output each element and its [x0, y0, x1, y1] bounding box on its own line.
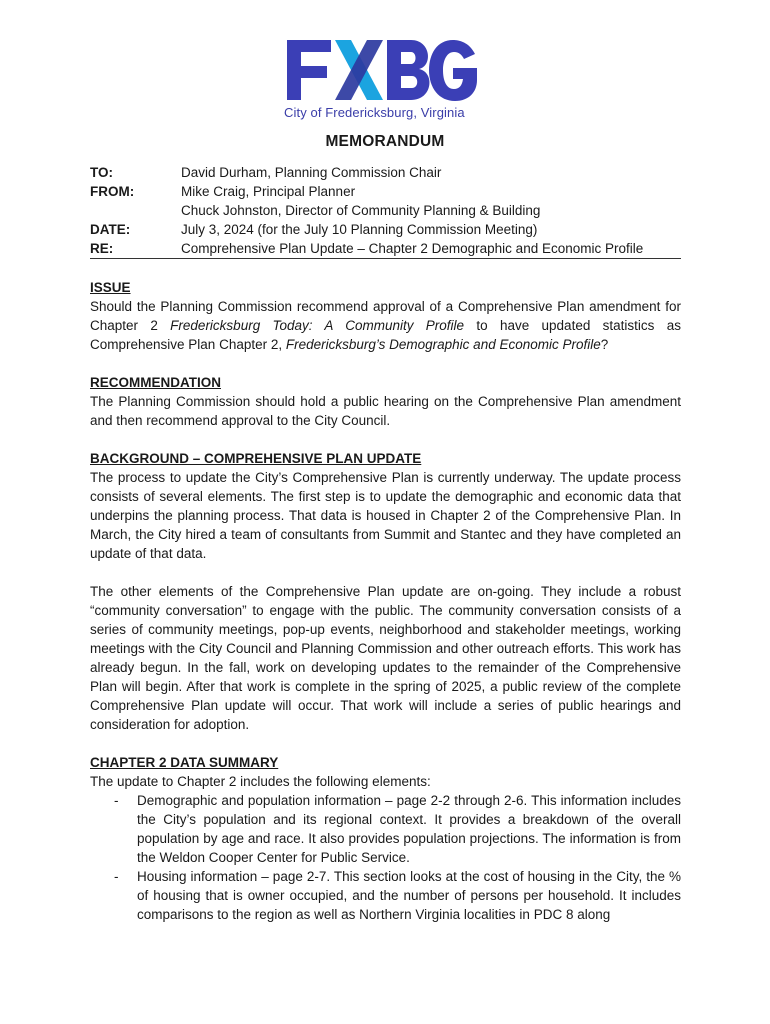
fxbg-logo-mark [283, 36, 483, 106]
summary-heading: CHAPTER 2 DATA SUMMARY [90, 755, 279, 770]
list-item: - Demographic and population information – page 2-2 through 2-6. This information includes the City’s population and its regional context. It provides a breakdown of the overall population by age and race. It also provides population projections. The information is from the Weldon Cooper Center for Public Service. [114, 793, 681, 865]
background-heading: BACKGROUND – COMPREHENSIVE PLAN UPDATE [90, 451, 422, 466]
from-label: FROM: [90, 184, 135, 199]
background-para-2: The other elements of the Comprehensive Plan update are on-going. They include a robust “community conversation” to engage with the public. The community conversation consists of a series of community meetings, pop-up events, neighborhood and stakeholder meetings, working meetings with the City Council and Planning Commission and other outreach efforts. This work has already begun. In the fall, work on developing updates to the remainder of the Comprehensive Plan will begin. After that work is complete in the spring of 2025, a public review of the complete Comprehensive Plan update will occur. That work will include a series of public hearings and consideration for adoption. [90, 584, 681, 732]
memo-header [90, 163, 680, 258]
re-value: Comprehensive Plan Update – Chapter 2 Demographic and Economic Profile [181, 241, 644, 256]
to-row [90, 163, 680, 182]
logo-subtitle: City of Fredericksburg, Virginia [284, 105, 465, 120]
date-row [90, 220, 680, 239]
to-label: TO: [90, 165, 113, 180]
list-dash: - [114, 869, 119, 884]
to-value: David Durham, Planning Commission Chair [181, 165, 442, 180]
recommendation-text: The Planning Commission should hold a public hearing on the Comprehensive Plan amendment and then recommend approval to the City Council. [90, 394, 681, 428]
re-row [90, 239, 680, 258]
re-label: RE: [90, 241, 114, 256]
recommendation-section [90, 373, 681, 430]
city-logo [283, 36, 483, 106]
summary-list [90, 791, 681, 924]
date-label: DATE: [90, 222, 131, 237]
summary-section [90, 753, 681, 924]
list-item: - Housing information – page 2-7. This section looks at the cost of housing in the City, the % of housing that is owner occupied, and the number of persons per household. It includes comparisons to the region as well as Northern Virginia localities in PDC 8 along [114, 869, 681, 922]
issue-text: Should the Planning Commission recommend approval of a Comprehensive Plan amendment for Chapter 2 Fredericksburg Today: A Community Profile to have updated statistics as Comprehensive Plan Chapter 2, Fredericksburg’s Demographic and Economic Profile? [90, 299, 681, 352]
memo-body [90, 278, 681, 943]
issue-section [90, 278, 681, 354]
from-value-2: Chuck Johnston, Director of Community Planning & Building [181, 203, 541, 218]
background-para-1: The process to update the City’s Comprehensive Plan is currently underway. The update process consists of several elements. The first step is to update the demographic and economic data that underpins the planning process. That data is housed in Chapter 2 of the Comprehensive Plan. In March, the City hired a team of consultants from Summit and Stantec and they have completed an update of that data. [90, 470, 681, 561]
issue-heading: ISSUE [90, 280, 131, 295]
from-row [90, 182, 680, 201]
header-divider [90, 258, 681, 259]
summary-intro: The update to Chapter 2 includes the following elements: [90, 774, 431, 789]
from-value-1: Mike Craig, Principal Planner [181, 184, 356, 199]
from-row-2 [90, 201, 680, 220]
list-dash: - [114, 793, 119, 808]
background-section [90, 449, 681, 734]
memo-title: MEMORANDUM [325, 133, 445, 150]
recommendation-heading: RECOMMENDATION [90, 375, 221, 390]
date-value: July 3, 2024 (for the July 10 Planning Commission Meeting) [181, 222, 538, 237]
